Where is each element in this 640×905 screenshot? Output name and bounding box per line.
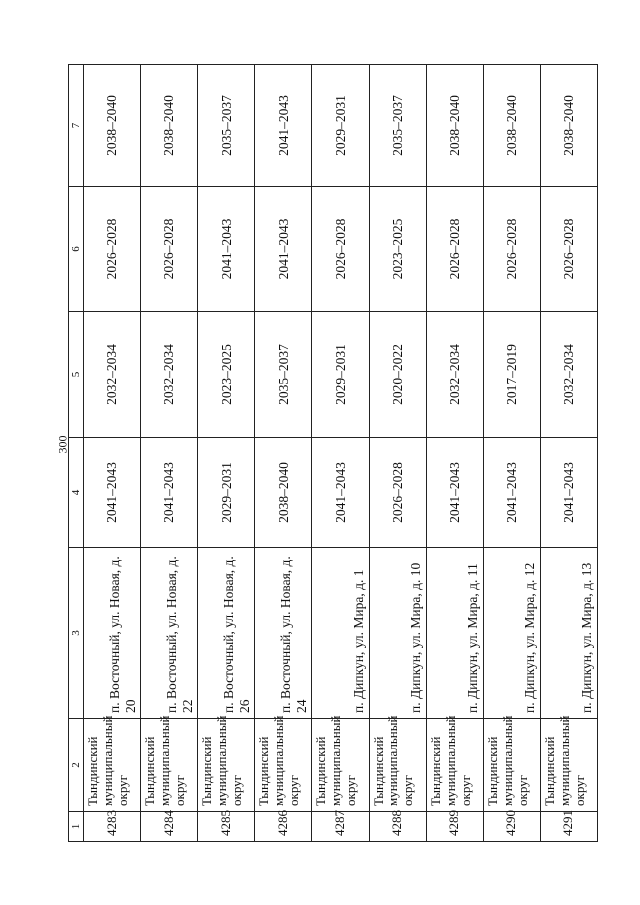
period-cell: 2041–2043 bbox=[255, 187, 312, 312]
period-cell: 2035–2037 bbox=[369, 65, 426, 187]
period-cell: 2032–2034 bbox=[540, 312, 597, 438]
district-cell: Тындинский муниципальный округ bbox=[426, 719, 483, 812]
table-row bbox=[312, 65, 369, 842]
address-cell: п. Дипкун, ул. Мира, д. 1 bbox=[312, 548, 369, 719]
address-cell: п. Дипкун, ул. Мира, д. 10 bbox=[369, 548, 426, 719]
period-cell: 2026–2028 bbox=[483, 187, 540, 312]
row-number-cell: 4287 bbox=[312, 812, 369, 842]
row-number-cell: 4290 bbox=[483, 812, 540, 842]
period-cell: 2041–2043 bbox=[141, 438, 198, 548]
column-header: 4 bbox=[69, 438, 84, 548]
address-cell: п. Дипкун, ул. Мира, д. 11 bbox=[426, 548, 483, 719]
period-cell: 2026–2028 bbox=[141, 187, 198, 312]
district-cell: Тындинский муниципальный округ bbox=[84, 719, 141, 812]
table-row bbox=[84, 65, 141, 842]
data-table bbox=[68, 64, 598, 842]
row-number-cell: 4286 bbox=[255, 812, 312, 842]
period-cell: 2026–2028 bbox=[369, 438, 426, 548]
district-cell: Тындинский муниципальный округ bbox=[369, 719, 426, 812]
table-row bbox=[426, 65, 483, 842]
district-cell: Тындинский муниципальный округ bbox=[198, 719, 255, 812]
row-number-cell: 4288 bbox=[369, 812, 426, 842]
period-cell: 2038–2040 bbox=[84, 65, 141, 187]
column-header: 7 bbox=[69, 65, 84, 187]
period-cell: 2026–2028 bbox=[540, 187, 597, 312]
period-cell: 2029–2031 bbox=[312, 65, 369, 187]
table-row bbox=[483, 65, 540, 842]
table-row bbox=[369, 65, 426, 842]
period-cell: 2026–2028 bbox=[312, 187, 369, 312]
period-cell: 2020–2022 bbox=[369, 312, 426, 438]
period-cell: 2041–2043 bbox=[483, 438, 540, 548]
district-cell: Тындинский муниципальный округ bbox=[255, 719, 312, 812]
period-cell: 2017–2019 bbox=[483, 312, 540, 438]
period-cell: 2032–2034 bbox=[141, 312, 198, 438]
row-number-cell: 4289 bbox=[426, 812, 483, 842]
row-number-cell: 4284 bbox=[141, 812, 198, 842]
table-row bbox=[141, 65, 198, 842]
period-cell: 2041–2043 bbox=[255, 65, 312, 187]
address-cell: п. Восточный, ул. Новая, д. 22 bbox=[141, 548, 198, 719]
period-cell: 2035–2037 bbox=[198, 65, 255, 187]
address-cell: п. Восточный, ул. Новая, д. 20 bbox=[84, 548, 141, 719]
address-cell: п. Восточный, ул. Новая, д. 26 bbox=[198, 548, 255, 719]
period-cell: 2038–2040 bbox=[483, 65, 540, 187]
period-cell: 2038–2040 bbox=[426, 65, 483, 187]
period-cell: 2029–2031 bbox=[312, 312, 369, 438]
column-header: 3 bbox=[69, 548, 84, 719]
table-row bbox=[540, 65, 597, 842]
table-container bbox=[68, 65, 598, 842]
period-cell: 2023–2025 bbox=[369, 187, 426, 312]
period-cell: 2038–2040 bbox=[540, 65, 597, 187]
period-cell: 2041–2043 bbox=[426, 438, 483, 548]
page-number: 300 bbox=[55, 435, 70, 454]
period-cell: 2041–2043 bbox=[312, 438, 369, 548]
row-number-cell: 4291 bbox=[540, 812, 597, 842]
period-cell: 2029–2031 bbox=[198, 438, 255, 548]
address-cell: п. Дипкун, ул. Мира, д. 12 bbox=[483, 548, 540, 719]
column-header: 1 bbox=[69, 812, 84, 842]
period-cell: 2023–2025 bbox=[198, 312, 255, 438]
district-cell: Тындинский муниципальный округ bbox=[312, 719, 369, 812]
period-cell: 2041–2043 bbox=[198, 187, 255, 312]
address-cell: п. Дипкун, ул. Мира, д. 13 bbox=[540, 548, 597, 719]
district-cell: Тындинский муниципальный округ bbox=[483, 719, 540, 812]
period-cell: 2026–2028 bbox=[426, 187, 483, 312]
period-cell: 2035–2037 bbox=[255, 312, 312, 438]
period-cell: 2038–2040 bbox=[255, 438, 312, 548]
row-number-cell: 4285 bbox=[198, 812, 255, 842]
table-row bbox=[198, 65, 255, 842]
header-row bbox=[69, 65, 84, 842]
district-cell: Тындинский муниципальный округ bbox=[540, 719, 597, 812]
period-cell: 2041–2043 bbox=[540, 438, 597, 548]
row-number-cell: 4283 bbox=[84, 812, 141, 842]
period-cell: 2041–2043 bbox=[84, 438, 141, 548]
address-cell: п. Восточный, ул. Новая, д. 24 bbox=[255, 548, 312, 719]
period-cell: 2032–2034 bbox=[84, 312, 141, 438]
column-header: 5 bbox=[69, 312, 84, 438]
column-header: 2 bbox=[69, 719, 84, 812]
table-row bbox=[255, 65, 312, 842]
period-cell: 2026–2028 bbox=[84, 187, 141, 312]
column-header: 6 bbox=[69, 187, 84, 312]
period-cell: 2032–2034 bbox=[426, 312, 483, 438]
district-cell: Тындинский муниципальный округ bbox=[141, 719, 198, 812]
period-cell: 2038–2040 bbox=[141, 65, 198, 187]
